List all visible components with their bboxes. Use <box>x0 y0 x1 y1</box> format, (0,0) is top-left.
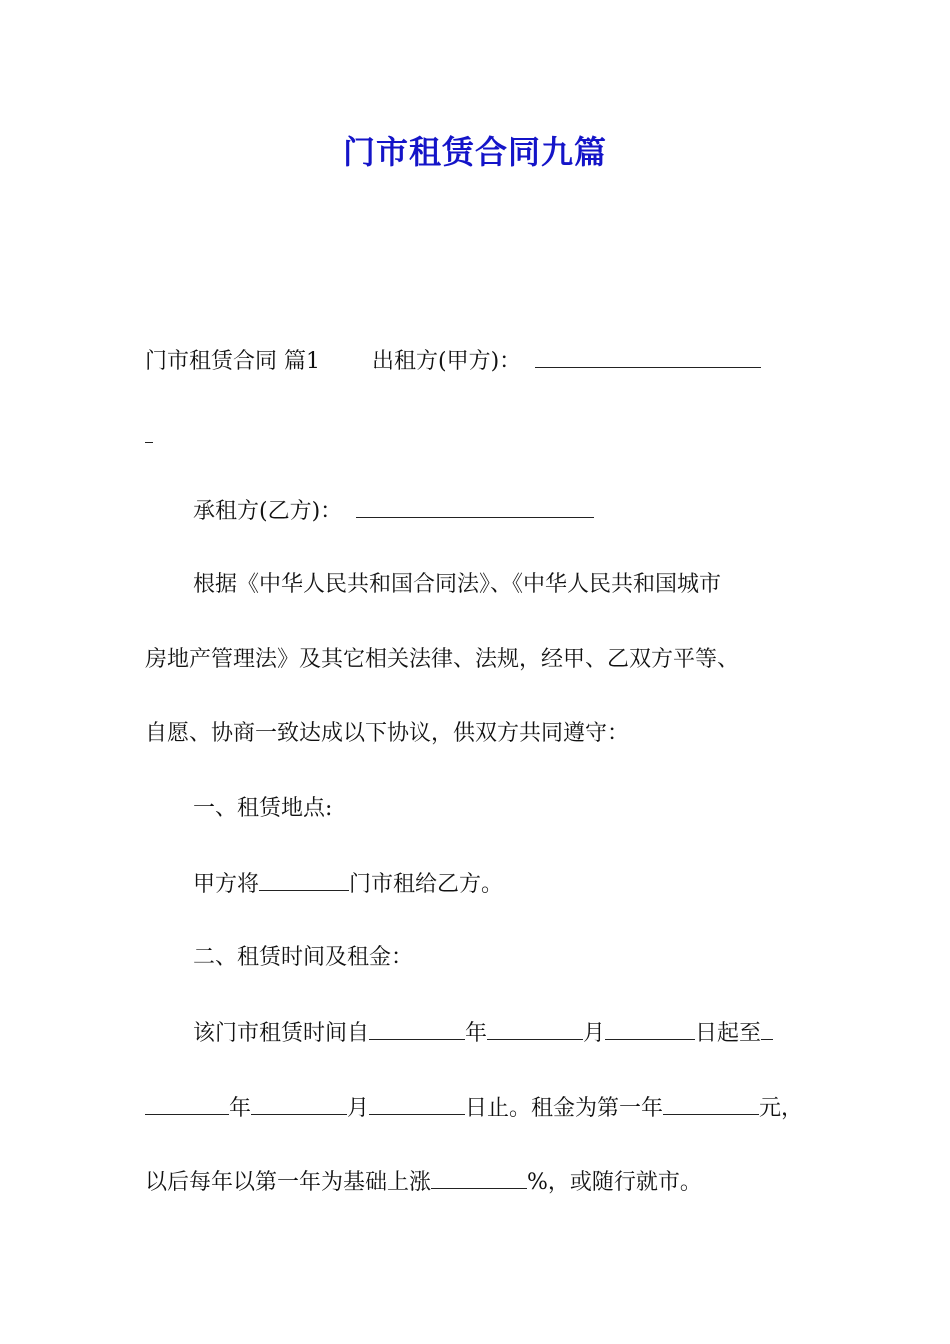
location-blank <box>259 868 349 891</box>
rent-amount-blank <box>663 1092 759 1115</box>
intro-line-2: 房地产管理法》及其它相关法律、法规，经甲、乙双方平等、 <box>145 647 740 672</box>
end-month-blank <box>251 1092 347 1115</box>
lessor-blank <box>535 345 761 368</box>
section1-text <box>193 868 503 901</box>
intro-line-1: 根据《中华人民共和国合同法》、《中华人民共和国城市 <box>193 572 722 597</box>
lessee-line <box>193 495 594 528</box>
section2-line-2 <box>145 1092 803 1125</box>
section2-line-1 <box>193 1017 773 1050</box>
increase-percent-blank <box>431 1166 527 1189</box>
percent-label: %，或随行就市。 <box>527 1170 702 1195</box>
increase-label: 以后每年以第一年为基础上涨 <box>145 1170 432 1195</box>
lessor-label: 出租方(甲方)： <box>372 349 522 374</box>
lessee-label: 承租方(乙方)： <box>193 499 343 524</box>
month-label: 月 <box>583 1021 606 1046</box>
intro-line-3: 自愿、协商一致达成以下协议，供双方共同遵守： <box>145 721 630 746</box>
end-year-blank-head <box>761 1017 773 1040</box>
year-label-2: 年 <box>229 1096 252 1121</box>
lessor-blank-tail <box>145 420 153 443</box>
heading-lessor-line <box>145 345 761 378</box>
start-year-blank <box>369 1017 465 1040</box>
until-label: 日起至 <box>695 1021 762 1046</box>
start-day-blank <box>605 1017 695 1040</box>
section1-heading: 一、租赁地点: <box>193 796 333 821</box>
document-title: 门市租赁合同九篇 <box>342 133 607 171</box>
year-label: 年 <box>465 1021 488 1046</box>
rent-first-year-label: 日止。租金为第一年 <box>465 1096 664 1121</box>
lessee-blank <box>356 495 594 518</box>
section1-text-before: 甲方将 <box>193 872 260 897</box>
end-year-blank <box>145 1092 229 1115</box>
lease-from-label: 该门市租赁时间自 <box>193 1021 370 1046</box>
section1-text-after: 门市租给乙方。 <box>349 872 504 897</box>
start-month-blank <box>487 1017 583 1040</box>
contract-heading: 门市租赁合同 篇1 <box>145 349 320 374</box>
month-label-2: 月 <box>347 1096 370 1121</box>
section2-heading: 二、租赁时间及租金： <box>193 945 414 970</box>
lessor-blank-continuation <box>145 420 153 453</box>
currency-label: 元， <box>759 1096 804 1121</box>
end-day-blank <box>369 1092 465 1115</box>
section2-line-3 <box>145 1166 702 1199</box>
